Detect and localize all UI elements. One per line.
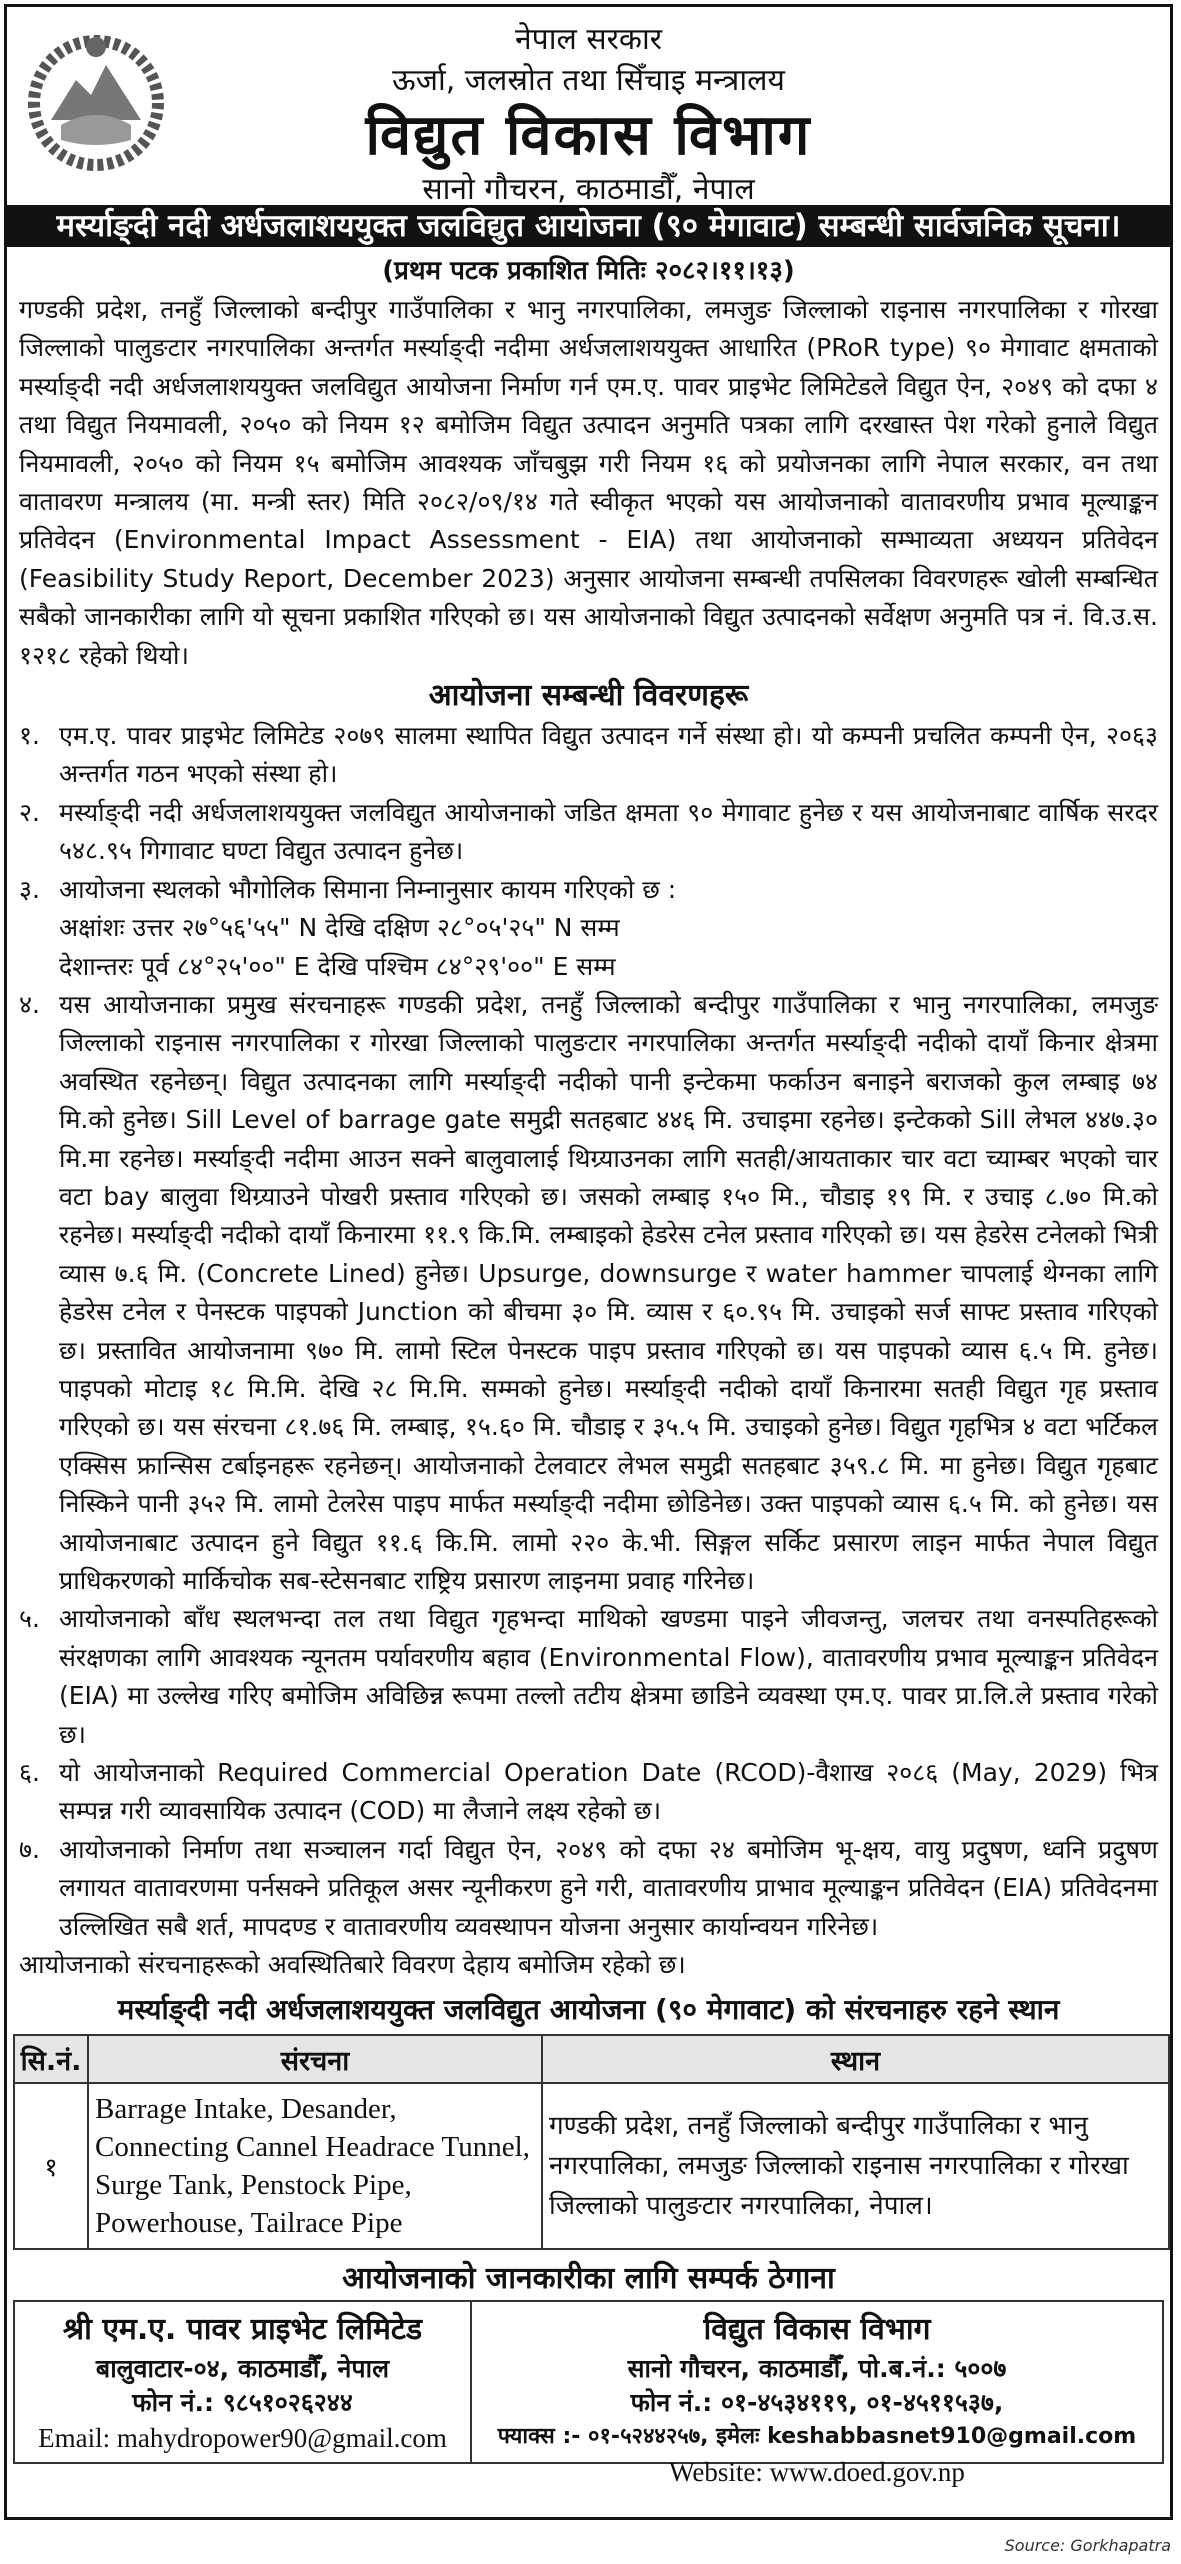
department-contact-address: सानो गौचरन, काठमाडौँ, पो.ब.नं.: ५००७ (627, 2354, 1007, 2384)
department-fax-email: फ्याक्स :- ०१-५२४४२५७, इमेलः keshabbasnet910@gmail.com (497, 2424, 1137, 2450)
ministry-name: ऊर्जा, जलस्रोत तथा सिँचाइ मन्त्रालय (392, 63, 785, 98)
company-email: Email: mahydropower90@gmail.com (38, 2423, 447, 2454)
contact-heading: आयोजनाको जानकारीका लागि सम्पर्क ठेगाना (342, 2261, 835, 2297)
contact-box (13, 2300, 1164, 2488)
column-header-location: स्थान (542, 2035, 1169, 2083)
item-body (59, 871, 1158, 986)
company-contact (15, 2302, 472, 2462)
list-item (19, 717, 1158, 794)
source-credit: Source: Gorkhapatra (1004, 2536, 1171, 2555)
cell-location: गण्डकी प्रदेश, तनहुँ जिल्लाको बन्दीपुर गाउँपालिका र भानु नगरपालिका, लमजुङ जिल्लाको राइनास नगरपालिका र गोरखा जिल्लाको पालुङटार नगरपालिका, नेपाल। (542, 2083, 1169, 2249)
government-name: नेपाल सरकार (515, 22, 662, 57)
structures-table (13, 2034, 1170, 2250)
item-text: मर्स्याङ्दी नदी अर्धजलाशययुक्त जलविद्युत आयोजनाको जडित क्षमता ९० मेगावाट हुनेछ र यस आयोजनाबाट वार्षिक सरदर ५४८.९५ गिगावाट घण्टा विद्युत उत्पादन हुनेछ। (59, 797, 1158, 866)
item-text: यो आयोजनाको Required Commercial Operation Date (RCOD)-वैशाख २०८६ (May, 2029) भित्र सम्पन्न गरी व्यावसायिक उत्पादन (COD) मा लैजाने लक्ष्य रहेको छ। (59, 1758, 1158, 1826)
item-text: यस आयोजनाका प्रमुख संरचनाहरू गण्डकी प्रदेश, तनहुँ जिल्लाको बन्दीपुर गाउँपालिका र भानु नगरपालिका, लमजुङ जिल्लाको राइनास नगरपालिका र गोरखा जिल्लाको पालुङटार नगरपालिका अन्तर्गत मर्स्याङ्दी नदीको दायाँ किनार क्षेत्रमा अवस्थित रहनेछन्। विद्युत उत्पादनका लागि मर्स्याङ्दी नदीको पानी इन्टेकमा फर्काउन बनाइने बराजको कुल लम्बाइ ७४ मि.को हुनेछ। Sill Level of barrage gate समुद्री सतहबाट ४४६ मि. उचाइमा रहनेछ। इन्टेकको Sill लेभल ४४७.३० मि.मा रहनेछ। मर्स्याङ्दी नदीमा आउन सक्ने बालुवालाई थिग्र्याउनका लागि सतही/आयताकार चार वटा च्याम्बर भएको चार वटा bay बालुवा थिग्र्याउने पोखरी प्रस्ताव गरिएको छ। जसको लम्बाइ १५० मि., चौडाइ १९ मि. र उचाइ ८.७० मि.को रहनेछ। मर्स्याङ्दी नदीको दायाँ किनारमा ११.९ कि.मि. लम्बाइको हेडरेस टनेल प्रस्ताव गरिएको छ। यस हेडरेस टनेलको भित्री व्यास ७.६ मि. (Concrete Lined) हुनेछ। Upsurge, downsurge र water hammer चापलाई थेग्नका लागि हेडरेस टनेल र पेनस्टक पाइपको Junction को बीचमा ३० मि. व्यास र ६०.९५ मि. उचाइको सर्ज साफ्ट प्रस्ताव गरिएको छ। प्रस्तावित आयोजनामा ९७० मि. लामो स्टिल पेनस्टक पाइप प्रस्ताव गरिएको छ। यस पाइपको व्यास ६.५ मि. हुनेछ। पाइपको मोटाइ १८ मि.मि. देखि २८ मि.मि. सम्मको हुनेछ। मर्स्याङ्दी नदीको दायाँ किनारमा सतही विद्युत गृह प्रस्ताव गरिएको छ। यस संरचना ८१.७६ मि. लम्बाइ, १५.६० मि. चौडाइ र ३५.५ मि. उचाइको हुनेछ। विद्युत गृहभित्र ४ वटा भर्टिकल एक्सिस फ्रान्सिस टर्बाइनहरू रहनेछन्। आयोजनाको टेलवाटर लेभल समुद्री सतहबाट ३५९.८ मि. मा हुनेछ। विद्युत गृहबाट निस्किने पानी ३५२ मि. लामो टेलरेस पाइप मार्फत मर्स्याङ्दी नदीमा छोडिनेछ। उक्त पाइपको व्यास ६.५ मि. को हुनेछ। यस आयोजनाबाट उत्पादन हुने विद्युत ११.६ कि.मि. लामो २२० के.भी. सिङ्गल सर्किट प्रसारण लाइन मार्फत नेपाल विद्युत प्राधिकरणको मार्किचोक सब-स्टेसनबाट राष्ट्रिय प्रसारण लाइनमा प्रवाह गरिनेछ। (59, 989, 1158, 1595)
latitude-range: अक्षांशः उत्तर २७°५६'५५" N देखि दक्षिण २८°०५'२५" N सम्म (59, 913, 620, 943)
item-text: आयोजनाको निर्माण तथा सञ्चालन गर्दा विद्युत ऐन, २०४९ को दफा २४ बमोजिम भू-क्षय, वायु प्रदुषण, ध्वनि प्रदुषण लगायत वातावरणमा पर्नसक्ने प्रतिकूल असर न्यूनीकरण हुने गरी, वातावरणीय प्राभाव मूल्याङ्कन प्रतिवेदन (EIA) प्रतिवेदनमा उल्लिखित सबै शर्त, मापदण्ड र वातावरणीय व्यवस्थापन योजना अनुसार कार्यान्वयन गरिनेछ। (59, 1834, 1158, 1941)
department-phone: फोन नं.: ०१-४५३४११९, ०१-४५११५३७, (630, 2388, 1004, 2418)
item-number: २. (19, 797, 40, 827)
publish-date: (प्रथम पटक प्रकाशित मितिः २०८२।११।१३) (382, 256, 795, 286)
department-website: Website: www.doed.gov.np (669, 2457, 965, 2488)
list-item (19, 1754, 1158, 1831)
column-header-sn: सि.नं. (14, 2035, 88, 2083)
list-item (19, 794, 1158, 871)
header (7, 7, 1170, 205)
list-item (19, 1600, 1158, 1754)
department-address: सानो गौचरन, काठमाडौँ, नेपाल (422, 172, 755, 207)
list-item (19, 871, 1158, 986)
item-number: ४. (19, 989, 40, 1019)
item-text: आयोजनाको बाँध स्थलभन्दा तल तथा विद्युत गृहभन्दा माथिको खण्डमा पाइने जीवजन्तु, जलचर तथा वनस्पतिहरूको संरक्षणका लागि आवश्यक न्यूनतम पर्यावरणीय बहाव (Environmental Flow), वातावरणीय प्रभाव मूल्याङ्कन प्रतिवेदन (EIA) मा उल्लेख गरिए बमोजिम अविछिन्न रूपमा तल्लो तटीय क्षेत्रमा छाडिने व्यवस्था एम.ए. पावर प्रा.लि.ले प्रस्ताव गरेको छ। (59, 1604, 1158, 1749)
department-name: विद्युत विकास विभाग (365, 103, 812, 168)
company-name: श्री एम.ए. पावर प्राइभेट लिमिटेड (62, 2312, 423, 2348)
company-address: बालुवाटार-०४, काठमाडौँ, नेपाल (95, 2354, 390, 2384)
nepal-government-emblem-icon (21, 25, 171, 175)
table-heading: मर्स्याङ्दी नदी अर्धजलाशययुक्त जलविद्युत आयोजना (९० मेगावाट) को संरचनाहरु रहने स्थान (117, 1993, 1060, 2027)
notice-body (7, 291, 1170, 1984)
item-text: आयोजना स्थलको भौगोलिक सिमाना निम्नानुसार कायम गरिएको छ : (59, 874, 677, 904)
item-number: ६. (19, 1758, 40, 1788)
item-number: ५. (19, 1604, 40, 1634)
item-number: ३. (19, 874, 40, 904)
item-number: ७. (19, 1834, 40, 1864)
table-header-row (14, 2035, 1169, 2083)
section-heading: आयोजना सम्बन्धी विवरणहरू (428, 678, 749, 714)
department-contact-name: विद्युत विकास विभाग (703, 2312, 931, 2348)
longitude-range: देशान्तरः पूर्व ८४°२५'००" E देखि पश्चिम ८४°२९'००" E सम्म (59, 951, 616, 981)
company-phone: फोन नं.: ९८५१०२६२४४ (132, 2388, 353, 2418)
table-row (14, 2083, 1169, 2249)
cell-sn: १ (14, 2083, 88, 2249)
item-number: १. (19, 721, 40, 751)
notice-title: मर्स्याङ्दी नदी अर्धजलाशययुक्त जलविद्युत आयोजना (९० मेगावाट) सम्बन्धी सार्वजनिक सूचना। (7, 205, 1170, 247)
intro-paragraph: गण्डकी प्रदेश, तनहुँ जिल्लाको बन्दीपुर गाउँपालिका र भानु नगरपालिका, लमजुङ जिल्लाको राइनास नगरपालिका र गोरखा जिल्लाको पालुङटार नगरपालिका अन्तर्गत मर्स्याङ्दी नदीमा अर्धजलाशययुक्त आधारित (PRoR type) ९० मेगावाट क्षमताको मर्स्याङ्दी नदी अर्धजलाशययुक्त जलविद्युत आयोजना निर्माण गर्न एम.ए. पावर प्राइभेट लिमिटेडले विद्युत ऐन, २०४९ को दफा ४ तथा विद्युत नियमावली, २०५० को नियम १२ बमोजिम विद्युत उत्पादन अनुमति पत्रका लागि दरखास्त पेश गरेको हुनाले विद्युत नियमावली, २०५० को नियम १५ बमोजिम आवश्यक जाँचबुझ गरी नियम १६ को प्रयोजनका लागि नेपाल सरकार, वन तथा वातावरण मन्त्रालय (मा. मन्त्री स्तर) मिति २०८२/०९/१४ गते स्वीकृत भएको यस आयोजनाको वातावरणीय प्रभाव मूल्याङ्कन प्रतिवेदन (Environmental Impact Assessment - EIA) तथा आयोजनाको सम्भाव्यता अध्ययन प्रतिवेदन (Feasibility Study Report, December 2023) अनुसार आयोजना सम्बन्धी तपसिलका विवरणहरू खोली सम्बन्धित सबैको जानकारीका लागि यो सूचना प्रकाशित गरिएको छ। यस आयोजनाको विद्युत उत्पादनको सर्वेक्षण अनुमति पत्र नं. वि.उ.स. १२१८ रहेको थियो। (19, 295, 1158, 670)
list-item (19, 986, 1158, 1601)
department-contact (472, 2302, 1162, 2488)
list-item (19, 1831, 1158, 1946)
cell-structure: Barrage Intake, Desander, Connecting Cannel Headrace Tunnel, Surge Tank, Penstock Pipe, Powerhouse, Tailrace Pipe (88, 2083, 542, 2249)
notice-frame (4, 4, 1173, 2520)
column-header-structure: संरचना (88, 2035, 542, 2083)
closing-line: आयोजनाको संरचनाहरूको अवस्थितिबारे विवरण देहाय बमोजिम रहेको छ। (19, 1950, 686, 1980)
item-text: एम.ए. पावर प्राइभेट लिमिटेड २०७९ सालमा स्थापित विद्युत उत्पादन गर्ने संस्था हो। यो कम्पनी प्रचलित कम्पनी ऐन, २०६३ अन्तर्गत गठन भएको संस्था हो। (59, 721, 1158, 789)
